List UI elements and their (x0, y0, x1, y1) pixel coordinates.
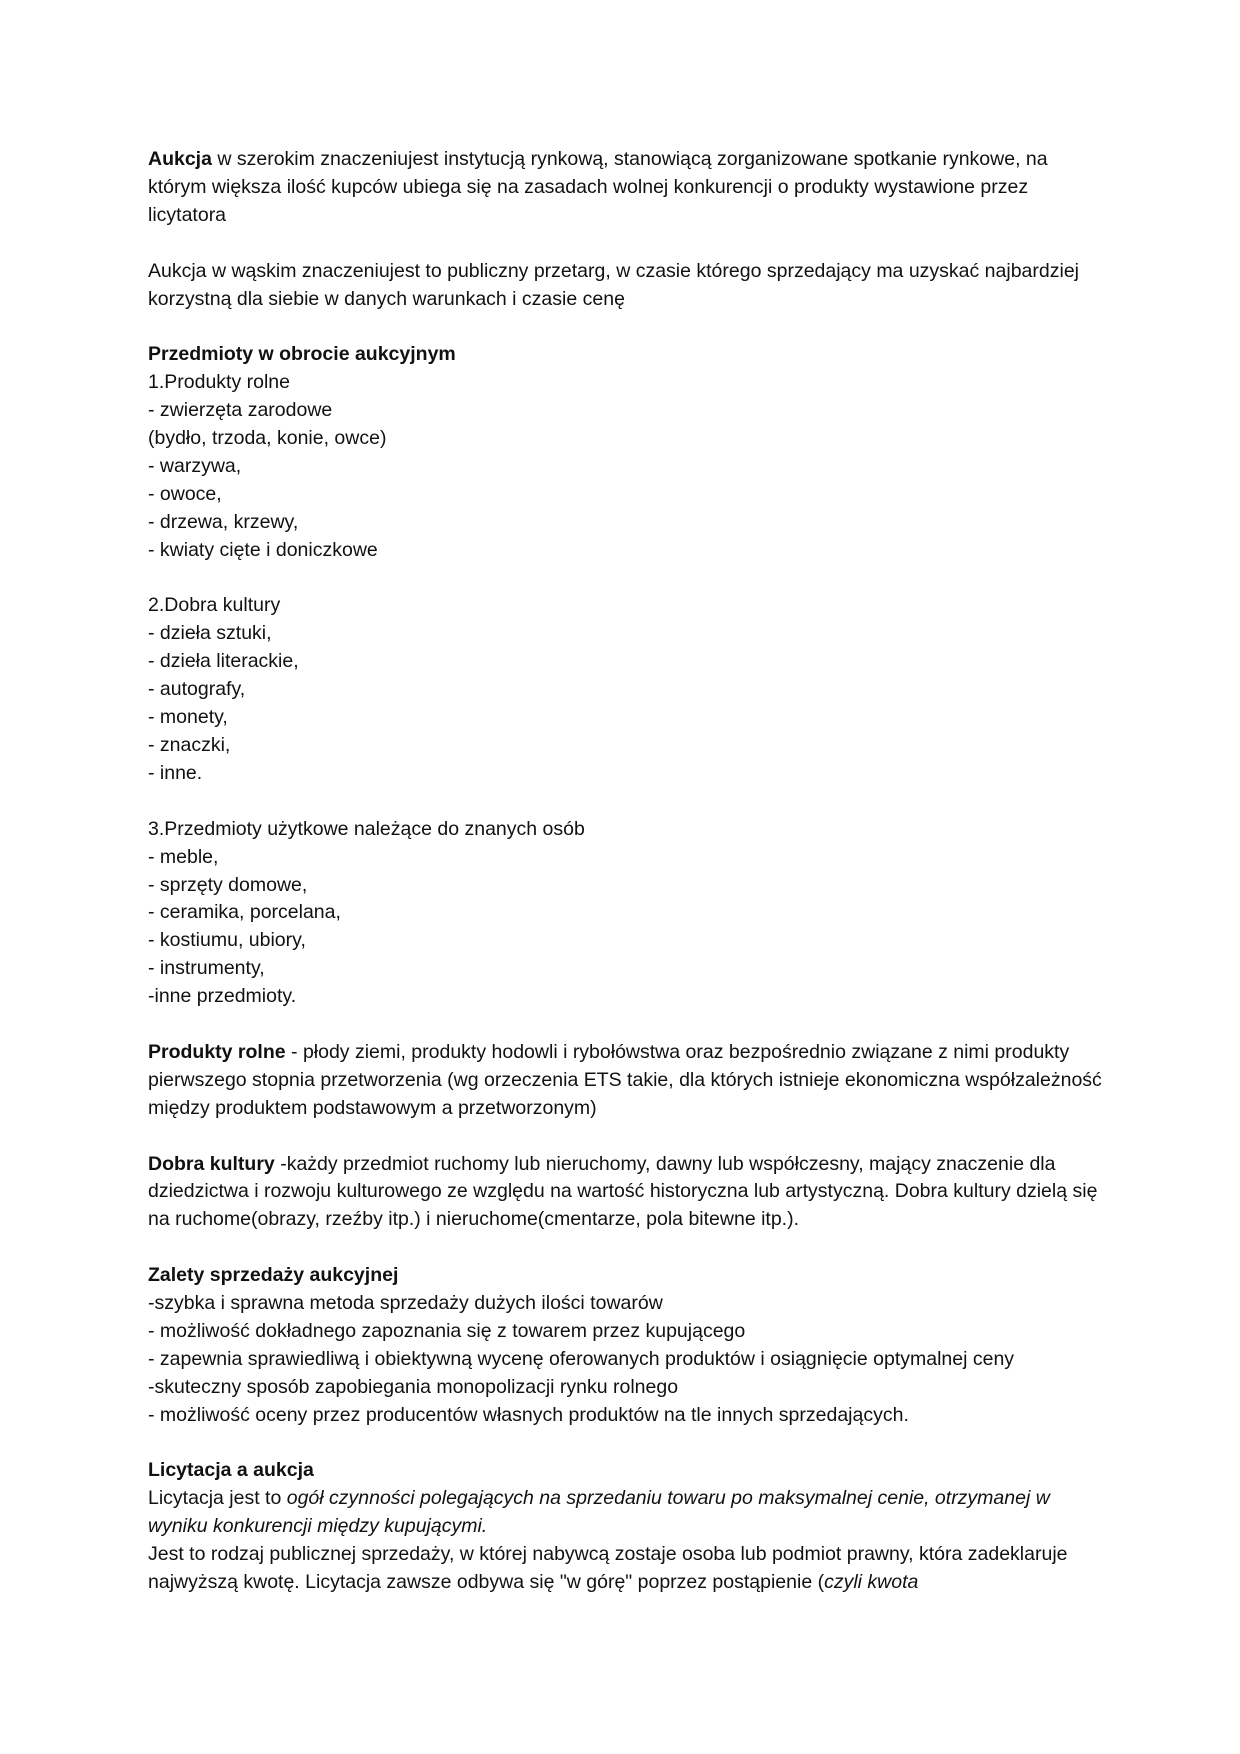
list-item: - drzewa, krzewy, (148, 510, 299, 533)
list-item: - zapewnia sprawiedliwą i obiektywną wycenę oferowanych produktów i osiągnięcie optymalnej ceny (148, 1347, 1015, 1370)
advantages-heading: Zalety sprzedaży aukcyjnej (148, 1264, 399, 1287)
list-item: - możliwość dokładnego zapoznania się z towarem przez kupującego (148, 1319, 746, 1342)
list-item: - kwiaty cięte i doniczkowe (148, 538, 378, 561)
licytacja-text: Jest to rodzaj publicznej sprzedaży, w której nabywcą zostaje osoba lub podmiot prawny, która zadeklaruje najwyższą kwotę. Licytacja zawsze odbywa się "w górę" poprzez postąpienie ( (148, 1543, 1068, 1594)
intro-definition: w szerokim znaczeniujest instytucją rynkową, stanowiącą zorganizowane spotkanie rynkowe, na którym większa ilość kupców ubiega się na zasadach wolnej konkurencji o produkty wystawione przez licytatora (148, 148, 1048, 226)
list-item: - dzieła literackie, (148, 650, 299, 673)
list-item: - instrumenty, (148, 957, 265, 980)
subject-group-personal (148, 816, 1108, 1011)
licytacja-paragraph-1 (148, 1485, 1108, 1541)
intro-narrow-paragraph: Aukcja w wąskim znaczeniujest to publiczny przetarg, w czasie którego sprzedający ma uzyskać najbardziej korzystną dla siebie w danych warunkach i czasie cenę (148, 259, 1079, 310)
list-item: - dzieła sztuki, (148, 622, 272, 645)
advantages-section (148, 1262, 1108, 1429)
list-item: - monety, (148, 706, 228, 729)
group-title: 1.Produkty rolne (148, 371, 290, 394)
list-item: -inne przedmioty. (148, 985, 297, 1008)
licytacja-italic-text: czyli kwota (824, 1571, 919, 1594)
subject-group-agri (148, 369, 1108, 564)
subjects-section (148, 341, 1108, 1011)
subjects-heading: Przedmioty w obrocie aukcyjnym (148, 343, 456, 366)
list-item: - meble, (148, 845, 219, 868)
list-item: - inne. (148, 761, 203, 784)
intro-term: Aukcja (148, 148, 212, 170)
licytacja-italic-text: ogół czynności polegających na sprzedaniu towaru po maksymalnej cenie, otrzymanej w wyniku konkurencji między kupującymi. (148, 1487, 1050, 1538)
culture-term: Dobra kultury (148, 1152, 275, 1175)
list-item: - zwierzęta zarodowe (148, 399, 333, 422)
licytacja-text: Licytacja jest to (148, 1487, 287, 1510)
intro-broad-paragraph (148, 146, 1108, 230)
list-item: -szybka i sprawna metoda sprzedaży dużych ilości towarów (148, 1292, 663, 1315)
list-item: - znaczki, (148, 733, 231, 756)
agri-term: Produkty rolne (148, 1040, 286, 1063)
agri-definition-paragraph (148, 1039, 1108, 1123)
subject-group-culture (148, 592, 1108, 787)
licytacja-heading: Licytacja a aukcja (148, 1459, 314, 1482)
group-title: 2.Dobra kultury (148, 594, 281, 617)
list-item: -skuteczny sposób zapobiegania monopolizacji rynku rolnego (148, 1375, 679, 1398)
licytacja-section (148, 1457, 1108, 1597)
list-item: - autografy, (148, 678, 246, 701)
list-item: - możliwość oceny przez producentów własnych produktów na tle innych sprzedających. (148, 1403, 909, 1426)
culture-definition: -każdy przedmiot ruchomy lub nieruchomy, dawny lub współczesny, mający znaczenie dla dziedzictwa i rozwoju kulturowego ze względu na wartość historyczna lub artystyczną. Dobra kultury dzielą się na ruchome(obrazy, rzeźby itp.) i nieruchome(cmentarze, pola bitewne itp.). (148, 1152, 1098, 1231)
group-title: 3.Przedmioty użytkowe należące do znanych osób (148, 817, 585, 840)
document-page (148, 146, 1108, 1597)
list-item: (bydło, trzoda, konie, owce) (148, 427, 387, 450)
licytacja-paragraph-2 (148, 1541, 1108, 1597)
culture-definition-paragraph (148, 1151, 1108, 1235)
list-item: - ceramika, porcelana, (148, 901, 341, 924)
list-item: - owoce, (148, 482, 222, 505)
agri-definition: - płody ziemi, produkty hodowli i rybołówstwa oraz bezpośrednio związane z nimi produkty pierwszego stopnia przetworzenia (wg orzeczenia ETS takie, dla których istnieje ekonomiczna współzależność między produktem podstawowym a przetworzonym) (148, 1040, 1102, 1119)
list-item: - sprzęty domowe, (148, 873, 308, 896)
list-item: - warzywa, (148, 454, 242, 477)
list-item: - kostiumu, ubiory, (148, 929, 306, 952)
